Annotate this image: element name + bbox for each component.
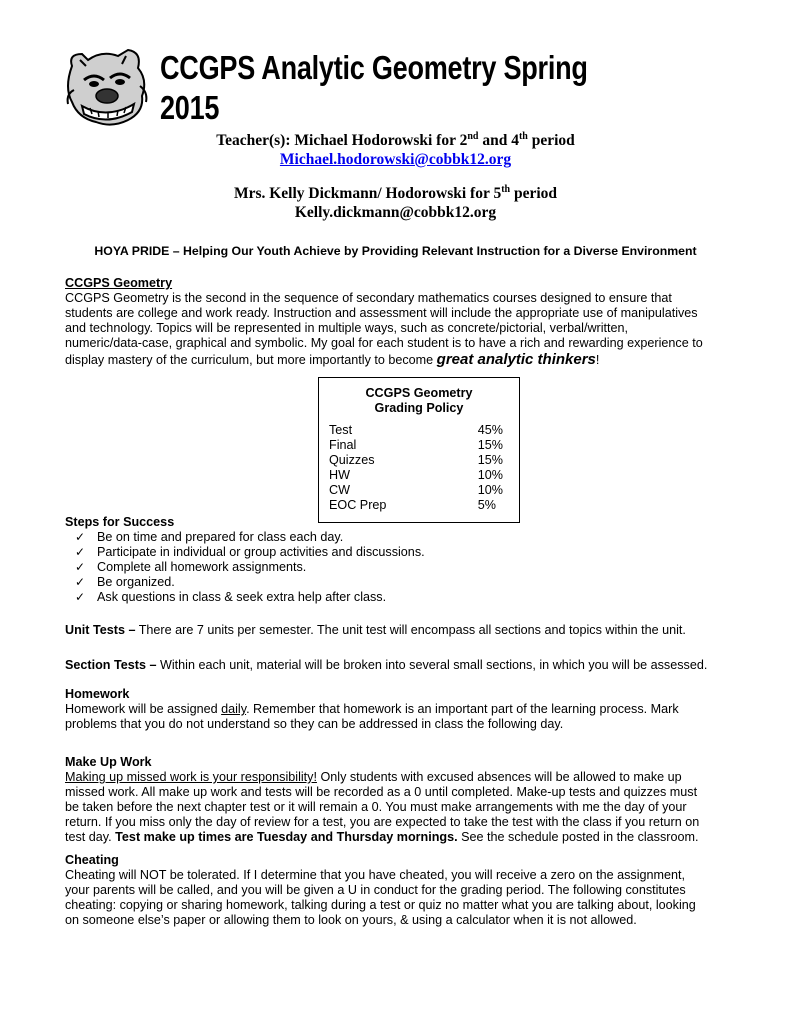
- homework-text: . Remember that homework is an important part of the learning process. Mark: [246, 702, 679, 716]
- grading-label: HW: [329, 468, 350, 482]
- makeup-heading: Make Up Work: [65, 755, 152, 769]
- geometry-line: students are college and work ready. Instruction and assessment will include the appropriate use of manipulatives: [65, 306, 698, 320]
- unit-tests-paragraph: [65, 623, 730, 638]
- teacher-line-1: [0, 132, 791, 150]
- makeup-section: [65, 755, 730, 845]
- teacher-line-1-suffix: period: [527, 132, 575, 149]
- geometry-last-line-prefix: display mastery of the curriculum, but more importantly to become: [65, 353, 437, 367]
- cheating-heading: Cheating: [65, 853, 119, 867]
- teacher-email-link-1[interactable]: Michael.hodorowski@cobbk12.org: [279, 151, 512, 168]
- grading-row: [329, 483, 503, 498]
- grading-label: Final: [329, 438, 357, 452]
- teacher-line-1-mid: and 4: [478, 132, 519, 149]
- checkmark-icon: ✓: [75, 560, 86, 574]
- homework-line-1: [65, 702, 730, 717]
- step-text: Be on time and prepared for class each day.: [97, 530, 344, 544]
- teacher-email-1-line: [0, 151, 791, 169]
- cheating-section: [65, 853, 730, 928]
- cheating-line: Cheating will NOT be tolerated. If I determine that you have cheated, you will receive a zero on the assignment,: [65, 868, 685, 882]
- grading-row: [329, 423, 503, 438]
- hoya-pride-motto: HOYA PRIDE – Helping Our Youth Achieve by Providing Relevant Instruction for a Diverse Environment: [94, 244, 697, 258]
- teacher-line-2-suffix: period: [510, 185, 558, 202]
- grading-label: Test: [329, 423, 353, 437]
- geometry-line: CCGPS Geometry is the second in the sequence of secondary mathematics courses designed to ensure that: [65, 291, 672, 305]
- checkmark-icon: ✓: [75, 530, 86, 544]
- checkmark-icon: ✓: [75, 575, 86, 589]
- step-text: Complete all homework assignments.: [97, 560, 307, 574]
- grading-label: EOC Prep: [329, 498, 387, 512]
- checkmark-icon: ✓: [75, 590, 86, 604]
- step-text: Be organized.: [97, 575, 175, 589]
- grading-value: 45%: [477, 423, 503, 437]
- grading-value: 15%: [477, 438, 503, 452]
- grading-row: [329, 453, 503, 468]
- step-text: Participate in individual or group activities and discussions.: [97, 545, 425, 559]
- cheating-line: your parents will be called, and you will be given a U in conduct for the grading period. The following constitutes: [65, 883, 686, 897]
- unit-tests-text: There are 7 units per semester. The unit test will encompass all sections and topics within the unit.: [135, 623, 686, 637]
- makeup-line-2: missed work. All make up work and tests will be recorded as a 0 until completed. Make-up tests and quizzes must: [65, 785, 698, 799]
- ordinal-th: th: [518, 130, 528, 142]
- great-analytic-thinkers: great analytic thinkers: [436, 351, 596, 368]
- unit-tests-label: Unit Tests –: [65, 623, 136, 637]
- list-item: [65, 560, 730, 575]
- section-tests-paragraph: [65, 658, 730, 673]
- geometry-line: and technology. Topics will be represented in multiple ways, such as concrete/pictorial, verbal/written,: [65, 321, 629, 335]
- makeup-text: See the schedule posted in the classroom.: [457, 830, 699, 844]
- grading-row: [329, 438, 503, 453]
- grading-value: 10%: [477, 483, 503, 497]
- makeup-line-3: be taken before the next chapter test or it will remain a 0. You must make arrangements with me the day of your: [65, 800, 687, 814]
- makeup-text: Only students with excused absences will be allowed to make up: [316, 770, 682, 784]
- steps-section: [65, 515, 730, 605]
- step-text: Ask questions in class & seek extra help after class.: [97, 590, 387, 604]
- bulldog-mascot-logo: [62, 46, 150, 128]
- page-title: CCGPS Analytic Geometry Spring 2015: [160, 49, 588, 126]
- grading-row: [329, 468, 503, 483]
- grading-row: [329, 498, 503, 513]
- grading-value: 5%: [477, 498, 496, 512]
- grading-value: 10%: [477, 468, 503, 482]
- checkmark-icon: ✓: [75, 545, 86, 559]
- steps-heading: Steps for Success: [65, 515, 175, 529]
- makeup-times: Test make up times are Tuesday and Thursday mornings.: [115, 830, 458, 844]
- grading-label: CW: [329, 483, 350, 497]
- geometry-last-line-suffix: !: [595, 353, 600, 367]
- geometry-section: [65, 276, 730, 368]
- makeup-line-4: return. If you miss only the day of review for a test, you are expected to take the test with the class if you return on: [65, 815, 700, 829]
- steps-list: [65, 530, 730, 605]
- section-tests-text: Within each unit, material will be broken into several small sections, in which you will be assessed.: [156, 658, 708, 672]
- list-item: [65, 530, 730, 545]
- makeup-responsibility: Making up missed work is your responsibility!: [65, 770, 317, 784]
- section-tests-label: Section Tests –: [65, 658, 157, 672]
- teacher-line-2: [0, 185, 791, 203]
- list-item: [65, 590, 730, 605]
- cheating-line: on someone else’s paper or allowing them to look on yours, & using a calculator when it is not allowed.: [65, 913, 637, 927]
- list-item: [65, 575, 730, 590]
- homework-line-2: problems that you do not understand so they can be addressed in class the following day.: [65, 717, 564, 731]
- geometry-last-line: [65, 351, 730, 368]
- makeup-line-5: [65, 830, 730, 845]
- teacher-email-2: Kelly.dickmann@cobbk12.org: [294, 204, 497, 221]
- ordinal-th-2: th: [501, 183, 511, 195]
- homework-section: [65, 687, 730, 732]
- homework-text: Homework will be assigned: [65, 702, 222, 716]
- teacher-line-1-prefix: Teacher(s): Michael Hodorowski for 2: [216, 132, 468, 149]
- makeup-line-1: [65, 770, 730, 785]
- grading-policy-title: CCGPS Geometry Grading Policy: [365, 386, 473, 415]
- geometry-line: numeric/data-case, graphical and symbolic. My goal for each student is to have a rich and rewarding experience to: [65, 336, 703, 350]
- grading-label: Quizzes: [329, 453, 375, 467]
- teacher-line-2-prefix: Mrs. Kelly Dickmann/ Hodorowski for 5: [233, 185, 502, 202]
- grading-policy-box: [318, 377, 520, 523]
- makeup-text: test day.: [65, 830, 116, 844]
- homework-daily: daily: [221, 702, 247, 716]
- ordinal-nd: nd: [467, 130, 479, 142]
- grading-value: 15%: [477, 453, 503, 467]
- homework-heading: Homework: [65, 687, 130, 701]
- geometry-heading: CCGPS Geometry: [65, 276, 173, 290]
- cheating-line: cheating: copying or sharing homework, talking during a test or quiz no matter what you are talking about, looking: [65, 898, 696, 912]
- list-item: [65, 545, 730, 560]
